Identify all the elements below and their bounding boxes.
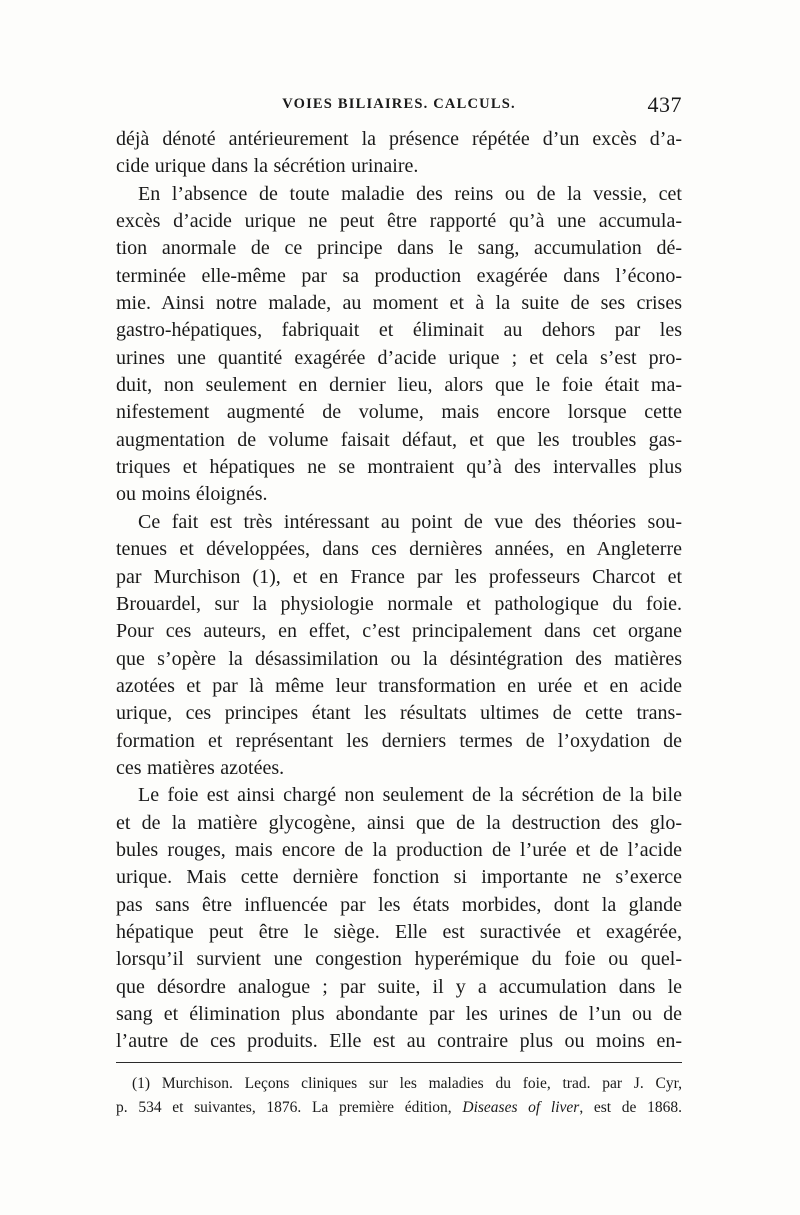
running-head	[116, 94, 682, 118]
text-line: que désordre analogue ; par suite, il y a accumulation dans le	[116, 975, 682, 998]
footnote-text-before-title: p. 534 et suivantes, 1876. La première édition,	[116, 1099, 463, 1116]
text-line: formation et représentant les derniers termes de l’oxydation de	[116, 729, 682, 752]
text-line: Ce fait est très intéressant au point de vue des théories sou-	[138, 510, 682, 533]
text-line: cide urique dans la sécrétion urinaire.	[116, 155, 419, 178]
text-line: triques et hépatiques ne se montraient qu’à des intervalles plus	[116, 456, 682, 479]
text-line: augmentation de volume faisait défaut, et que les troubles gas-	[116, 428, 682, 451]
text-line: urines une quantité exagérée d’acide urique ; et cela s’est pro-	[116, 346, 682, 369]
text-line: par Murchison (1), et en France par les professeurs Charcot et	[116, 565, 682, 588]
text-line: terminée elle-même par sa production exagérée dans l’écono-	[116, 264, 682, 287]
footnote	[116, 1072, 682, 1120]
text-line: ou moins éloignés.	[116, 483, 268, 506]
text-line: et de la matière glycogène, ainsi que de la destruction des glo-	[116, 811, 682, 834]
text-line: urique, ces principes étant les résultats ultimes de cette trans-	[116, 702, 682, 725]
text-line: tenues et développées, dans ces dernières années, en Angleterre	[116, 538, 682, 561]
text-line: urique. Mais cette dernière fonction si importante ne s’exerce	[116, 866, 682, 889]
text-line: Pour ces auteurs, en effet, c’est principalement dans cet organe	[116, 620, 682, 643]
text-line: mie. Ainsi notre malade, au moment et à la suite de ses crises	[116, 292, 682, 315]
text-line: Le foie est ainsi chargé non seulement de la sécrétion de la bile	[138, 784, 682, 807]
text-line: pas sans être influencée par les états morbides, dont la glande	[116, 893, 682, 916]
footnote-rule	[116, 1062, 682, 1063]
text-line: nifestement augmenté de volume, mais encore lorsque cette	[116, 401, 682, 424]
text-line: déjà dénoté antérieurement la présence répétée d’un excès d’a-	[116, 128, 682, 150]
text-line: excès d’acide urique ne peut être rapporté qu’à une accumula-	[116, 210, 682, 233]
text-line: l’autre de ces produits. Elle est au contraire plus ou moins en-	[116, 1030, 682, 1053]
footnote-line-1: (1) Murchison. Leçons cliniques sur les maladies du foie, trad. par J. Cyr,	[132, 1075, 682, 1092]
text-line: azotées et par là même leur transformation en urée et en acide	[116, 674, 682, 697]
text-line: lorsqu’il survient une congestion hyperémique du foie ou quel-	[116, 948, 682, 971]
footnote-book-title: Diseases of liver	[462, 1099, 580, 1116]
text-line: ces matières azotées.	[116, 756, 285, 779]
text-line: bules rouges, mais encore de la production de l’urée et de l’acide	[116, 838, 682, 861]
running-title: VOIES BILIAIRES. CALCULS.	[282, 96, 516, 112]
footnote-line-2	[116, 1096, 682, 1120]
text-line: tion anormale de ce principe dans le sang, accumulation dé-	[116, 237, 682, 260]
text-line: duit, non seulement en dernier lieu, alors que le foie était ma-	[116, 374, 682, 397]
text-line: hépatique peut être le siège. Elle est suractivée et exagérée,	[116, 920, 682, 943]
text-line: Brouardel, sur la physiologie normale et pathologique du foie.	[116, 592, 682, 615]
body-text	[116, 126, 682, 1056]
page-number: 437	[647, 92, 682, 117]
footnote-text-after-title: , est de 1868.	[579, 1099, 682, 1116]
text-line: sang et élimination plus abondante par les urines de l’un ou de	[116, 1003, 682, 1025]
text-line: En l’absence de toute maladie des reins ou de la vessie, cet	[138, 182, 682, 205]
text-line: que s’opère la désassimilation ou la désintégration des matières	[116, 647, 682, 670]
text-line: gastro-hépatiques, fabriquait et éliminait au dehors par les	[116, 319, 682, 342]
